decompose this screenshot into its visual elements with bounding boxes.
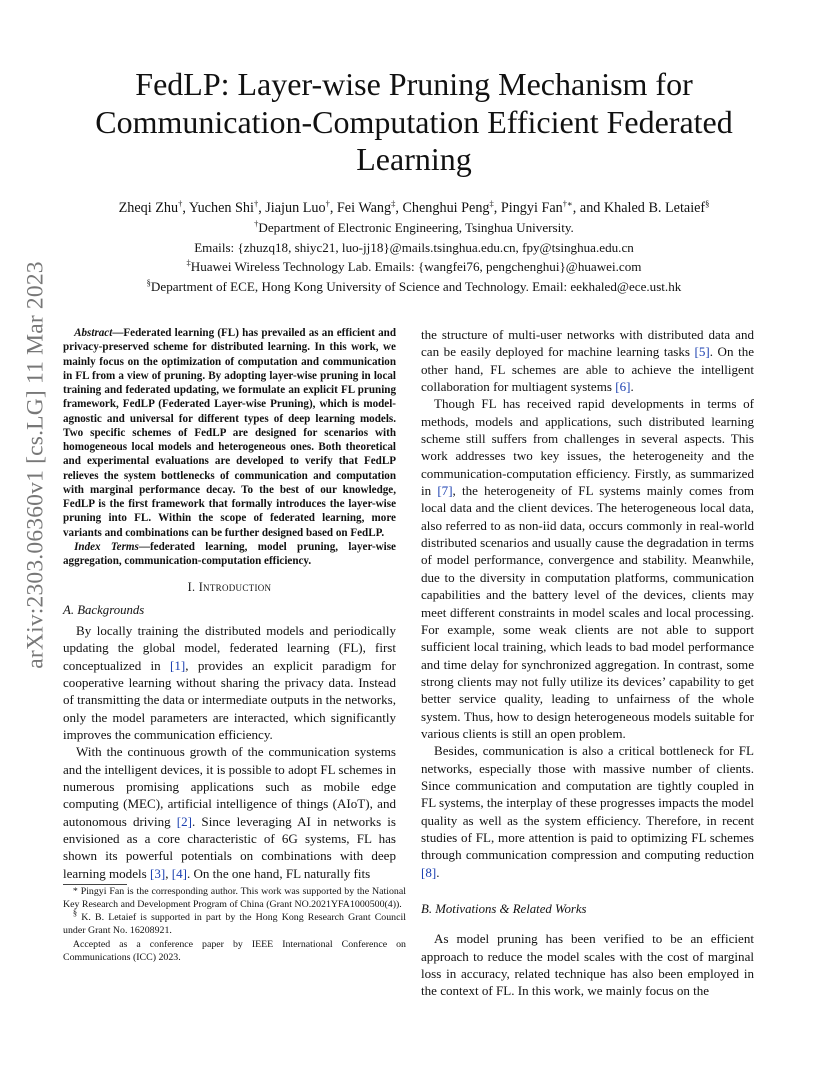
- paragraph: the structure of multi-user networks with distributed data and can be easily deployed for machine learning tasks [5]. On the other hand, FL schemes are able to achieve the intelligent collaboration for multiagent systems [6].: [421, 327, 755, 395]
- paper-title: [60, 66, 768, 179]
- left-column: [63, 326, 396, 882]
- citation-link[interactable]: [1]: [170, 657, 186, 673]
- author-list: Zheqi Zhu†, Yuchen Shi†, Jiajun Luo†, Fei Wang‡, Chenghui Peng‡, Pingyi Fan†∗, and Khaled B. Letaief§: [118, 198, 710, 216]
- citation-link[interactable]: [2]: [176, 813, 193, 829]
- citation-link[interactable]: [7]: [437, 483, 453, 499]
- footnotes: [63, 886, 406, 965]
- affiliation-hkust: §Department of ECE, Hong Kong University of Science and Technology. Email: eekhaled@ece.ust.hk: [146, 277, 682, 295]
- paragraph: Besides, communication is also a critical bottleneck for FL networks, especially those with massive number of clients. Since communication and computation are tightly coupled in FL systems, the interplay of these progresses impacts the model quality as well as the system efficiency. Therefore, in recent studies of FL, more attention is paid to optimizing FL schemes through communication compression and computing reduction [8].: [421, 743, 754, 880]
- citation-link[interactable]: [6]: [615, 379, 631, 395]
- subsection-heading: B. Motivations & Related Works: [421, 902, 587, 916]
- citation-link[interactable]: [8]: [421, 864, 437, 880]
- paragraph: As model pruning has been verified to be an efficient approach to reduce the model scales with the cost of marginal loss in accuracy, related technique has also been employed in the context of FL. In this work, we mainly focus on the: [421, 931, 754, 999]
- paragraph: With the continuous growth of the communication systems and the intelligent devices, it is possible to adopt FL schemes in numerous promising applications such as mobile edge computing (MEC), artificial intelligence of things (AIoT), and autonomous driving [2]. Since leveraging AI in networks is envisioned as a core characteristic of 6G systems, FL has shown its powerful potentials on combinations with deep learning models [3], [4]. On the one hand, FL naturally fits: [63, 744, 397, 881]
- author-block: [60, 198, 768, 297]
- right-column: [421, 326, 754, 1000]
- affiliation-tsinghua: †Department of Electronic Engineering, Tsinghua University.: [254, 218, 574, 235]
- abstract: Abstract—Federated learning (FL) has prevailed as an efficient and privacy-preserved scheme for distributed learning. In this work, we mainly focus on the optimization of computation and communication in FL from a view of pruning. By adopting layer-wise pruning in local training and federated updating, we formulate an explicit FL pruning framework, FedLP (Federated Layer-wise Pruning), which is model-agnostic and universal for different types of deep learning models. Two specific schemes of FedLP are designed for scenarios with homogeneous local models and heterogeneous ones. Both theoretical and experimental evaluations are developed to verify that FedLP relieves the system bottlenecks of communication and computation with marginal performance decay. To the best of our knowledge, FedLP is the first framework that formally introduces the layer-wise pruning into FL. Within the scope of federated learning, more variants and combinations can be further designed based on FedLP.: [63, 327, 396, 539]
- affiliation-huawei: ‡Huawei Wireless Technology Lab. Emails: {wangfei76, pengchenghui}@huawei.com: [186, 258, 642, 275]
- paragraph: By locally training the distributed models and periodically updating the global model, federated learning (FL), first conceptualized in [1], provides an explicit paradigm for cooperative learning without sharing the privacy data. Instead of transmitting the data or intermediate outputs in the networks, only the model parameters are interacted, which significantly improves the communication efficiency.: [63, 622, 396, 742]
- footnote-rule: [63, 884, 127, 885]
- citation-link[interactable]: [5]: [694, 344, 710, 360]
- title-line: Learning: [356, 141, 472, 177]
- subsection-heading: A. Backgrounds: [63, 602, 145, 617]
- footnote: * Pingyi Fan is the corresponding author. This work was supported by the National Key Research and Development Program of China (Grant NO.2021YFA1000500(4)).: [63, 886, 406, 910]
- title-line: Communication-Computation Efficient Federated: [95, 103, 733, 140]
- section-heading: I. Introduction: [187, 580, 272, 595]
- citation-link[interactable]: [3]: [149, 865, 166, 881]
- paragraph: Though FL has received rapid developments in terms of methods, models and applications, such distributed learning scheme still suffers from challenges in several aspects. This work addresses two key issues, the heterogeneity and the communication-computation efficiency. Firstly, as summarized in [7], the heterogeneity of FL systems mainly comes from local data and the client devices. The heterogeneous local data, also referred to as non-iid data, occurs commonly in real-world distributed scenarios and usually cause the degradation in terms of model performance, convergence and stability. Meanwhile, due to the diversity in computation platforms, communication capabilities and the battery level of the devices, clients may meet different constraints in model scales and local processing. For example, some weak clients are not able to support sufficient local training, which leads to bad model performance and time delay for synchronized aggregation. In contrast, some strong clients may not fully utilize its devices’ capability to get better service quality, leading to unfairness of the whole system. Thus, how to design heterogeneous models suitable for various clients is still an open problem.: [421, 396, 754, 741]
- arxiv-identifier: arXiv:2303.06360v1 [cs.LG] 11 Mar 2023: [22, 261, 49, 669]
- emails-tsinghua: Emails: {zhuzq18, shiyc21, luo-jj18}@mails.tsinghua.edu.cn, fpy@tsinghua.edu.cn: [194, 239, 634, 255]
- title-line: FedLP: Layer-wise Pruning Mechanism for: [135, 66, 693, 102]
- index-terms: Index Terms—federated learning, model pruning, layer-wise aggregation, communication-computation efficiency.: [63, 540, 396, 567]
- footnote: Accepted as a conference paper by IEEE International Conference on Communications (ICC) 2023.: [63, 938, 406, 963]
- footnote: § K. B. Letaief is supported in part by the Hong Kong Research Grant Council under Grant No. 16208921.: [63, 908, 406, 937]
- citation-link[interactable]: [4]: [171, 865, 187, 881]
